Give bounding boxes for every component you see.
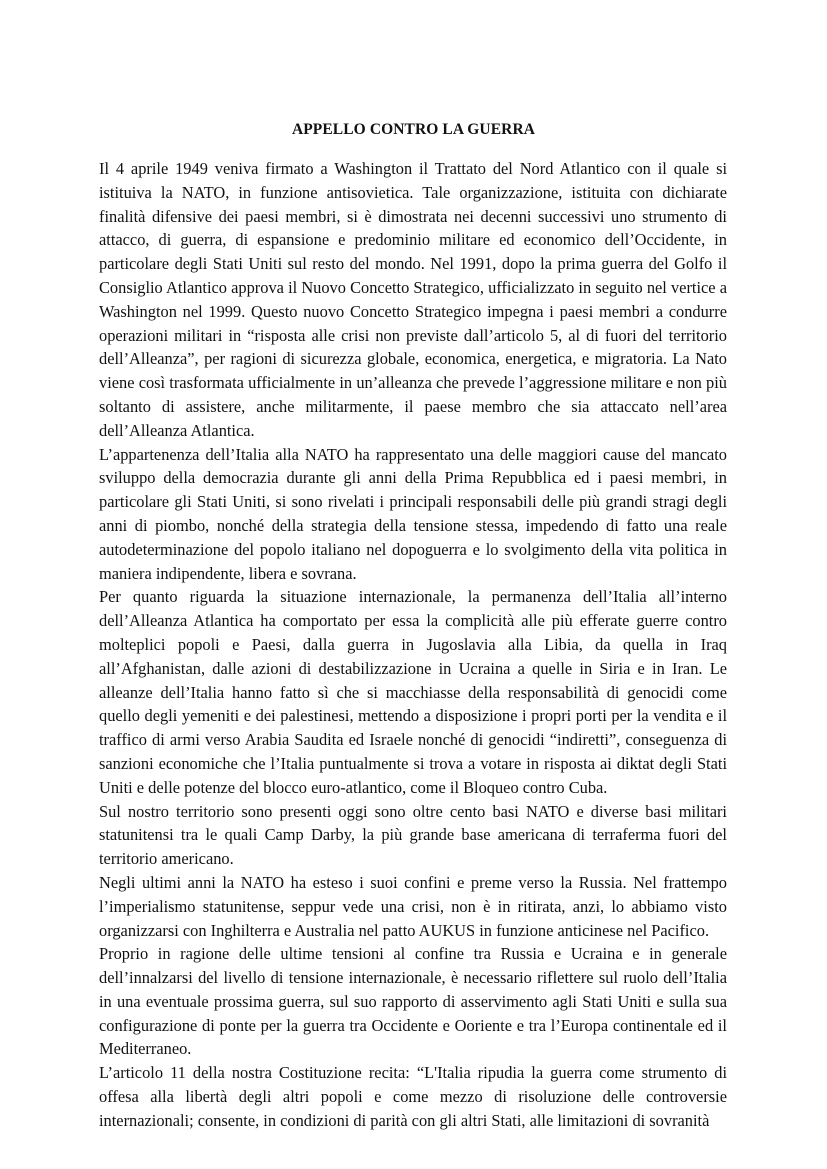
paragraph-article-11: L’articolo 11 della nostra Costituzione recita: “L'Italia ripudia la guerra come strumento di offesa alla libertà degli altri popoli e come mezzo di risoluzione delle controversie internazionali; consente, in condizioni di parità con gli altri Stati, alle limitazioni di sovranità: [99, 1063, 727, 1130]
paragraph-italy-membership: L’appartenenza dell’Italia alla NATO ha rappresentato una delle maggiori cause del mancato sviluppo della democrazia durante gli anni della Prima Repubblica ed i paesi membri, in particolare gli Stati Uniti, si sono rivelati i principali responsabili delle più grandi stragi degli anni di piombo, nonché della strategia della tensione stessa, impedendo di fatto una reale autodeterminazione del popolo italiano nel dopoguerra e lo svolgimento della vita politica in maniera indipendente, libera e sovrana.: [99, 444, 727, 583]
paragraph-military-bases: Sul nostro territorio sono presenti oggi sono oltre cento basi NATO e diverse basi militari statunitensi tra le quali Camp Darby, la più grande base americana di terraferma fuori del territorio americano.: [99, 801, 727, 869]
paragraph-nato-expansion: Negli ultimi anni la NATO ha esteso i suoi confini e preme verso la Russia. Nel frattempo l’imperialismo statunitense, seppur vede una crisi, non è in ritirata, anzi, lo abbiamo visto organizzarsi con Inghilterra e Australia nel patto AUKUS in funzione anticinese nel Pacifico.: [99, 872, 727, 940]
paragraph-international-situation: Per quanto riguarda la situazione internazionale, la permanenza dell’Italia all’interno dell’Alleanza Atlantica ha comportato per essa la complicità alle più efferate guerre contro molteplici popoli e Paesi, dalla guerra in Jugoslavia alla Libia, da quella in Iraq all’Afghanistan, dalle azioni di destabilizzazione in Ucraina a quelle in Siria e in Iran. Le alleanze dell’Italia hanno fatto sì che si macchiasse della responsabilità di genocidi come quello degli yemeniti e dei palestinesi, mettendo a disposizione i propri porti per la vendita e il traffico di armi verso Arabia Saudita ed Israele nonché di genocidi “indiretti”, conseguenza di sanzioni economiche che l’Italia puntualmente si trova a votare in risposta ai diktat degli Stati Uniti e delle potenze del blocco euro-atlantico, come il Bloqueo contro Cuba.: [99, 587, 727, 797]
paragraph-current-tensions: Proprio in ragione delle ultime tensioni al confine tra Russia e Ucraina e in generale dell’innalzarsi del livello di tensione internazionale, è necessario riflettere sul ruolo dell’Italia in una eventuale prossima guerra, sul suo rapporto di asservimento agli Stati Uniti e sulla sua configurazione di ponte per la guerra tra Occidente e Ooriente e tra l’Europa continentale ed il Mediterraneo.: [99, 944, 727, 1059]
document-title: APPELLO CONTRO LA GUERRA: [291, 121, 536, 138]
paragraph-nato-founding: Il 4 aprile 1949 veniva firmato a Washington il Trattato del Nord Atlantico con il quale si istituiva la NATO, in funzione antisovietica. Tale organizzazione, istituita con dichiarate finalità difensive dei paesi membri, si è dimostrata nei decenni successivi uno strumento di attacco, di guerra, di espansione e predominio militare ed economico dell’Occidente, in particolare degli Stati Uniti sul resto del mondo. Nel 1991, dopo la prima guerra del Golfo il Consiglio Atlantico approva il Nuovo Concetto Strategico, ufficializzato in seguito nel vertice a Washington nel 1999. Questo nuovo Concetto Strategico impegna i paesi membri a condurre operazioni militari in “risposta alle crisi non previste dall’articolo 5, al di fuori del territorio dell’Alleanza”, per ragioni di sicurezza globale, economica, energetica, e migratoria. La Nato viene così trasformata ufficialmente in un’alleanza che prevede l’aggressione militare e non più soltanto di assistere, anche militarmente, il paese membro che sia attaccato nell’area dell’Alleanza Atlantica.: [99, 159, 727, 440]
document-body: [99, 157, 727, 1133]
